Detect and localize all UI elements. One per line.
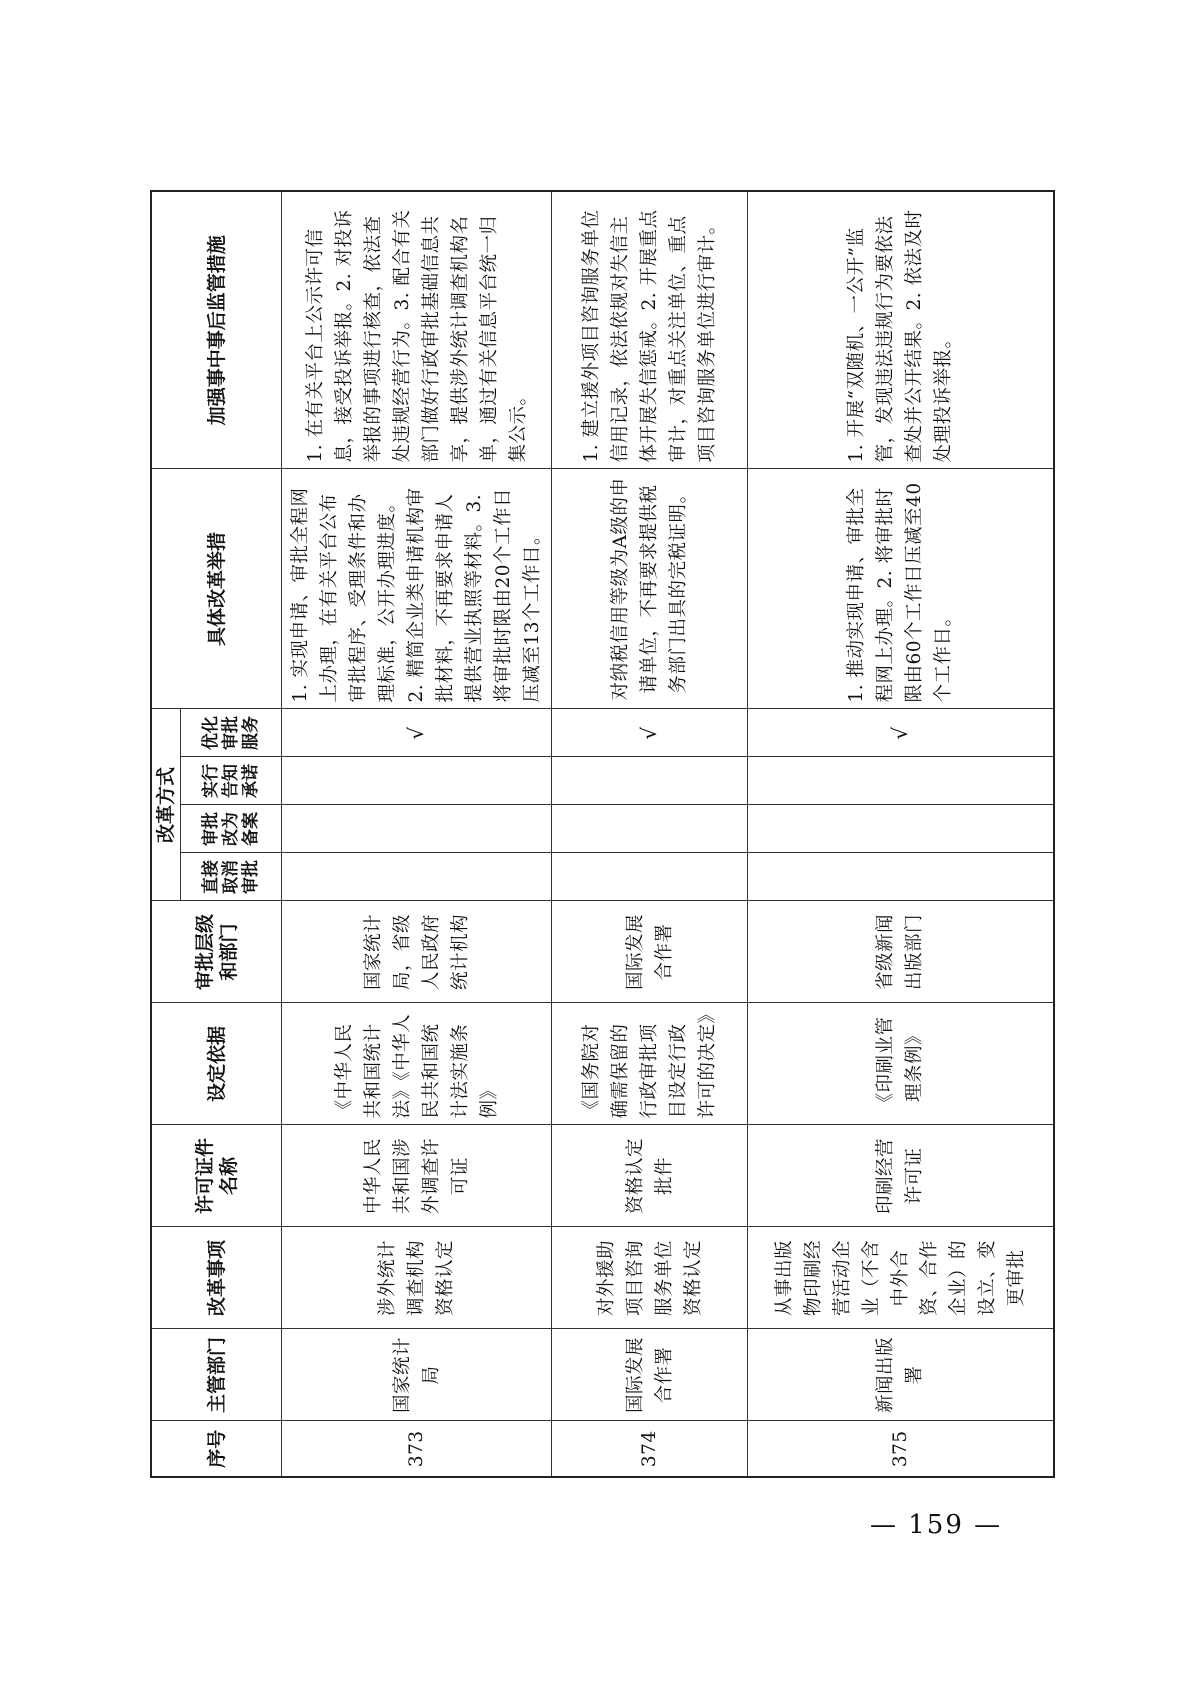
header-supervision: 加强事中事后监管措施	[151, 191, 282, 469]
row-basis: 《印刷业管理条例》	[748, 1003, 1054, 1125]
header-row	[151, 191, 181, 1477]
row-seq: 373	[282, 1421, 552, 1477]
row-level: 国家统计局，省级人民政府统计机构	[282, 901, 552, 1003]
row-mode-cancel	[748, 853, 1054, 901]
row-item: 涉外统计调查机构资格认定	[282, 1227, 552, 1329]
row-supervision: 1. 建立援外项目咨询服务单位信用记录，依法依规对失信主体开展失信惩戒。2. 开展重点审计，对重点关注单位、重点项目咨询服务单位进行审计。	[552, 191, 748, 469]
header-level: 审批层级和部门	[151, 901, 282, 1003]
row-license: 印刷经营许可证	[748, 1125, 1054, 1227]
header-license: 许可证件名称	[151, 1125, 282, 1227]
row-measures: 对纳税信用等级为A级的申请单位，不再要求提供税务部门出具的完税证明。	[552, 469, 748, 709]
header-basis: 设定依据	[151, 1003, 282, 1125]
row-dept: 国际发展合作署	[552, 1329, 748, 1421]
row-measures: 1. 实现申请、审批全程网上办理，在有关平台公布审批程序、受理条件和办理标准，公开办理进度。2. 精简企业类申请机构审批材料，不再要求申请人提供营业执照等材料。3. 将审批时限由20个工作日压减至13个工作日。	[282, 469, 552, 709]
row-mode-notify	[748, 757, 1054, 805]
reform-table	[150, 190, 1055, 1478]
row-mode-notify	[552, 757, 748, 805]
table-row	[748, 191, 1054, 1477]
row-item: 对外援助项目咨询服务单位资格认定	[552, 1227, 748, 1329]
header-measures: 具体改革举措	[151, 469, 282, 709]
header-mode-cancel: 直接取消审批	[181, 853, 282, 901]
page-number: — 159 —	[870, 1510, 1003, 1540]
row-mode-record	[552, 805, 748, 853]
header-seq: 序号	[151, 1421, 282, 1477]
row-mode-optimize: √	[552, 709, 748, 757]
row-measures: 1. 推动实现申请、审批全程网上办理。2. 将审批时限由60个工作日压减至40个工作日。	[748, 469, 1054, 709]
row-mode-notify	[282, 757, 552, 805]
row-level: 省级新闻出版部门	[748, 901, 1054, 1003]
row-basis: 《中华人民共和国统计法》《中华人民共和国统计法实施条例》	[282, 1003, 552, 1125]
table-row	[552, 191, 748, 1477]
header-reform-mode: 改革方式	[151, 709, 181, 901]
table-row	[282, 191, 552, 1477]
row-level: 国际发展合作署	[552, 901, 748, 1003]
row-mode-record	[282, 805, 552, 853]
header-mode-record: 审批改为备案	[181, 805, 282, 853]
rotated-table-container	[150, 192, 1040, 1478]
row-dept: 国家统计局	[282, 1329, 552, 1421]
row-supervision: 1. 开展“双随机、一公开”监管，发现违法违规行为要依法查处并公开结果。2. 依法及时处理投诉举报。	[748, 191, 1054, 469]
row-mode-cancel	[282, 853, 552, 901]
row-mode-optimize: √	[282, 709, 552, 757]
header-dept: 主管部门	[151, 1329, 282, 1421]
header-mode-optimize: 优化审批服务	[181, 709, 282, 757]
row-basis: 《国务院对确需保留的行政审批项目设定行政许可的决定》	[552, 1003, 748, 1125]
row-mode-record	[748, 805, 1054, 853]
row-license: 资格认定批件	[552, 1125, 748, 1227]
row-license: 中华人民共和国涉外调查许可证	[282, 1125, 552, 1227]
row-seq: 375	[748, 1421, 1054, 1477]
header-mode-notify: 实行告知承诺	[181, 757, 282, 805]
row-supervision: 1. 在有关平台上公示许可信息，接受投诉举报。2. 对投诉举报的事项进行核查，依法查处违规经营行为。3. 配合有关部门做好行政审批基础信息共享，提供涉外统计调查机构名单，通过有关信息平台统一归集公示。	[282, 191, 552, 469]
row-mode-cancel	[552, 853, 748, 901]
header-item: 改革事项	[151, 1227, 282, 1329]
row-item: 从事出版物印刷经营活动企业（不含中外合资、合作企业）的设立、变更审批	[748, 1227, 1054, 1329]
row-mode-optimize: √	[748, 709, 1054, 757]
row-seq: 374	[552, 1421, 748, 1477]
row-dept: 新闻出版署	[748, 1329, 1054, 1421]
